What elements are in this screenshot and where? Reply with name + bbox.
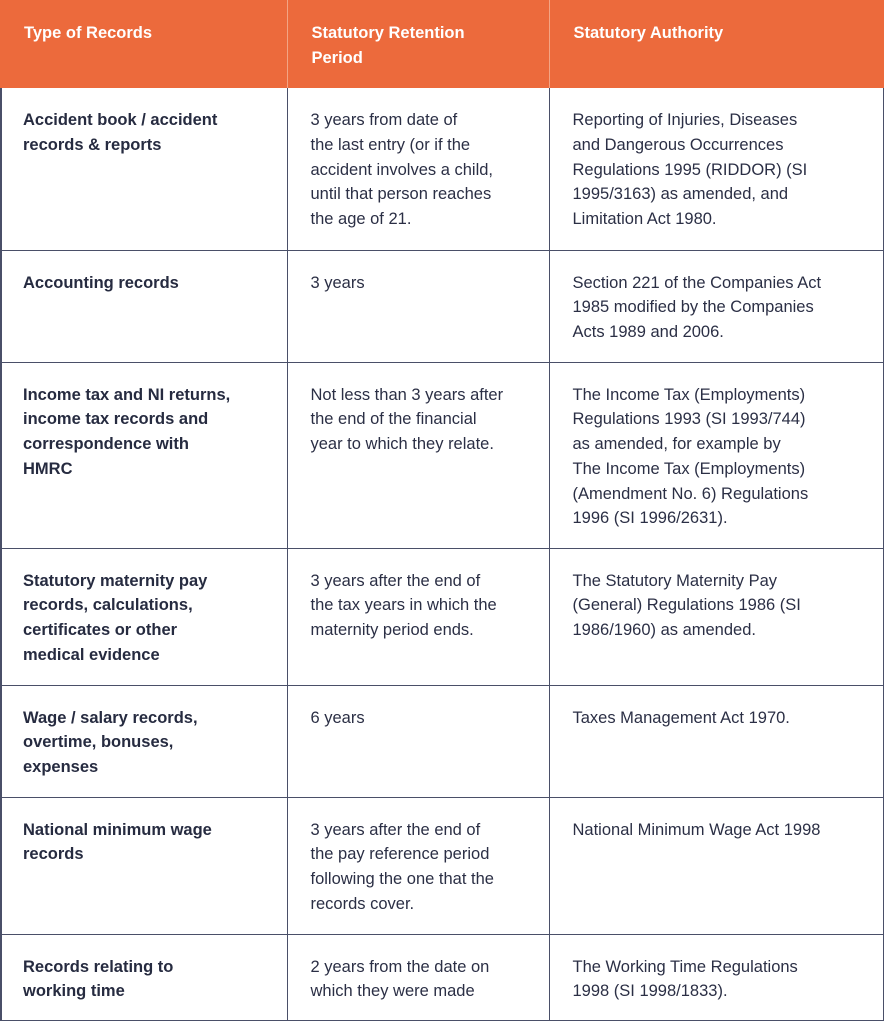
table-border-left (0, 88, 2, 1021)
table-row (0, 548, 884, 685)
header-type-of-records: Type of Records (0, 0, 287, 88)
table-row (0, 362, 884, 548)
record-type-cell: National minimum wage records (0, 797, 287, 934)
header-row (0, 0, 884, 88)
retention-period-cell: Not less than 3 years after the end of the financial year to which they relate. (287, 362, 549, 548)
statutory-authority-cell: Section 221 of the Companies Act 1985 modified by the Companies Acts 1989 and 2006. (549, 250, 884, 362)
retention-period-cell: 3 years from date of the last entry (or if the accident involves a child, until that person reaches the age of 21. (287, 88, 549, 250)
record-type-cell: Records relating to working time (23, 957, 174, 1001)
retention-period-cell: 3 years after the end of the tax years in which the maternity period ends. (287, 548, 549, 685)
header-statutory-authority: Statutory Authority (549, 0, 884, 88)
record-type-cell: Wage / salary records, overtime, bonuses, expenses (0, 685, 287, 797)
table-header (0, 0, 884, 88)
retention-period-cell: 3 years after the end of the pay reference period following the one that the records cover. (287, 797, 549, 934)
statutory-authority-cell: The Statutory Maternity Pay (General) Regulations 1986 (SI 1986/1960) as amended. (549, 548, 884, 685)
record-type-cell: Income tax and NI returns, income tax records and correspondence with HMRC (0, 362, 287, 548)
retention-period-cell: 2 years from the date on which they were made (287, 934, 549, 1021)
table-row (0, 934, 884, 1021)
statutory-authority-cell: National Minimum Wage Act 1998 (549, 797, 884, 934)
record-type-cell: Accounting records (0, 250, 287, 362)
statutory-authority-cell: Reporting of Injuries, Diseases and Dangerous Occurrences Regulations 1995 (RIDDOR) (SI 1995/3163) as amended, and Limitation Act 1980. (549, 88, 884, 250)
header-retention-period: Statutory Retention Period (287, 0, 549, 88)
retention-period-cell: 3 years (287, 250, 549, 362)
table-row (0, 685, 884, 797)
table-row (0, 88, 884, 250)
record-type-cell: Statutory maternity pay records, calculations, certificates or other medical evidence (0, 548, 287, 685)
record-type-cell: Accident book / accident records & reports (0, 88, 287, 250)
table-row (0, 797, 884, 934)
statutory-authority-cell: Taxes Management Act 1970. (549, 685, 884, 797)
statutory-authority-cell: The Income Tax (Employments) Regulations 1993 (SI 1993/744) as amended, for example by The Income Tax (Employments) (Amendment No. 6) Regulations 1996 (SI 1996/2631). (549, 362, 884, 548)
retention-period-cell: 6 years (287, 685, 549, 797)
table-row (0, 250, 884, 362)
table-body (0, 88, 884, 1021)
statutory-authority-cell: The Working Time Regulations 1998 (SI 1998/1833). (549, 934, 884, 1021)
